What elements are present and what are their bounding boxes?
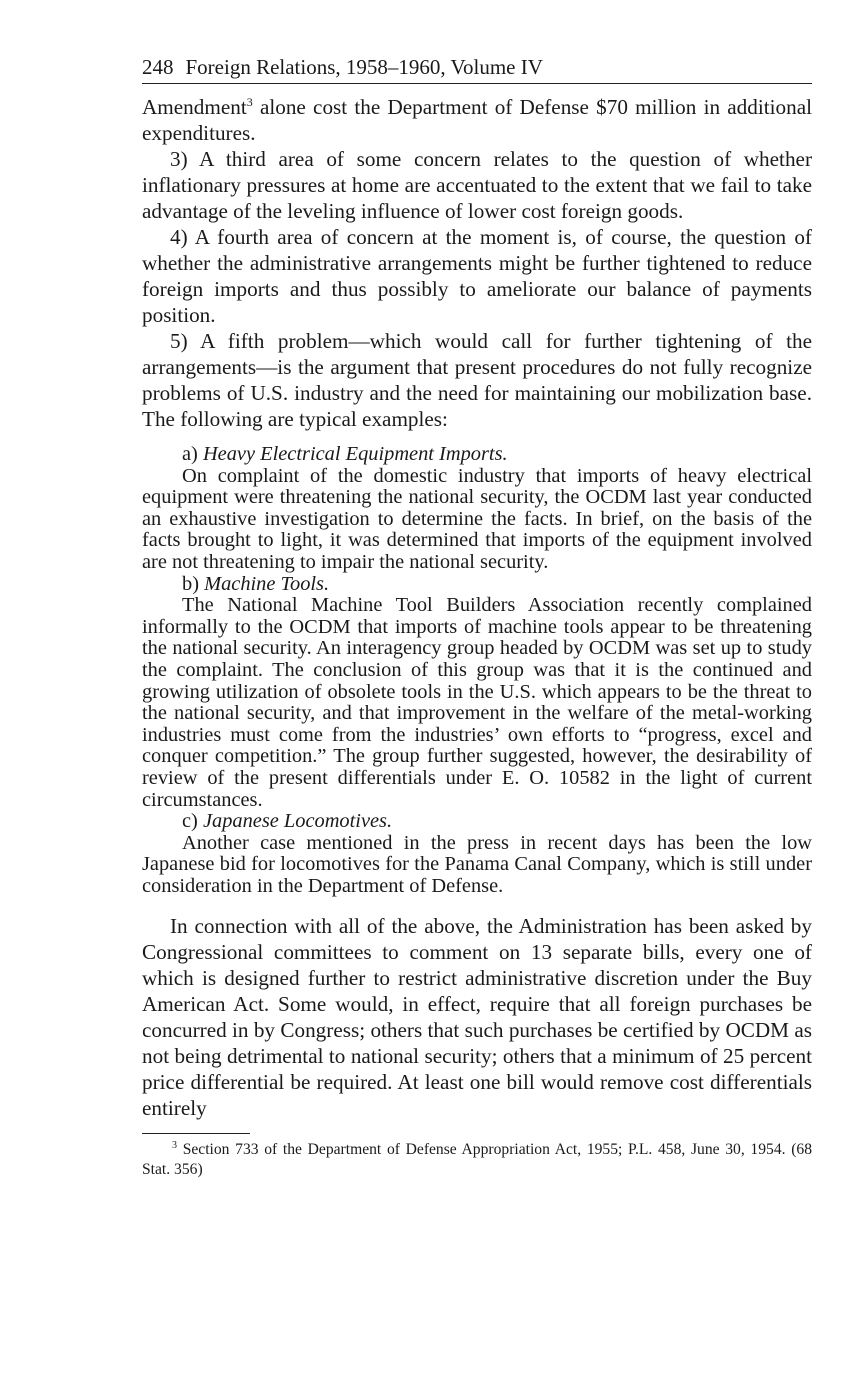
paragraph-fourth-area: 4) A fourth area of concern at the moment is, of course, the question of whether the administrative arrangements might be further tightened to reduce foreign imports and thus possibly to ameliorate our balance of payments position. [142,225,812,327]
footnote-marker: 3 [172,1140,177,1152]
document-page [142,52,812,1180]
paragraph-congressional-bills: In connection with all of the above, the Administration has been asked by Congressional committees to comment on 13 separate bills, every one of which is designed further to restrict administrative discretion under the Buy American Act. Some would, in effect, require that all foreign purchases be concurred in by Congress; others that such purchases be certified by OCDM as not being detrimental to national security; others that a minimum of 25 percent price differential be required. At least one bill would remove cost differentials entirely [142,914,812,1121]
example-text-a: On complaint of the domestic industry that imports of heavy electrical equipment were threatening the national security, the OCDM last year conducted an exhaustive investigation to determine the facts. In brief, on the basis of the facts brought to light, it was determined that imports of the equipment involved are not threatening to impair the national security. [142,464,812,573]
page-number: 248 [142,55,174,79]
running-header [142,52,812,84]
examples-block [142,444,812,897]
footnote-reference: 3 [246,94,253,109]
footnote-text: Section 733 of the Department of Defense Appropriation Act, 1955; P.L. 458, June 30, 1954. (68 Stat. 356) [142,1141,812,1179]
paragraph-amendment: Amendment$^3$ alone cost the Department of Defense $70 million in additional expenditures. [142,94,812,145]
paragraph-third-area: 3) A third area of some concern relates to the question of whether inflationary pressures at home are accentuated to the extent that we fail to take advantage of the leveling influence of lower cost foreign goods. [142,147,812,223]
closing-text [142,913,812,1121]
example-heading-a: a) Heavy Electrical Equipment Imports. [182,443,508,465]
volume-title: Foreign Relations, 1958–1960, Volume IV [185,55,543,79]
example-heading-c: c) Japanese Locomotives. [182,810,393,833]
paragraph-fifth-problem: 5) A fifth problem—which would call for further tightening of the arrangements—is the argument that present procedures do not fully recognize problems of U.S. industry and the need for maintaining our mobilization base. The following are typical examples: [142,329,812,431]
example-heading-b: b) Machine Tools. [182,572,330,595]
example-text-c: Another case mentioned in the press in recent days has been the low Japanese bid for locomotives for the Panama Canal Company, which is still under consideration in the Department of Defense. [142,831,812,897]
footnote-divider [142,1133,250,1134]
example-text-b: The National Machine Tool Builders Association recently complained informally to the OCDM that imports of machine tools appear to be threatening the national security. An interagency group headed by OCDM was set up to study the complaint. The conclusion of this group was that it is the continued and growing utilization of obsolete tools in the U.S. which appears to be the threat to the national security, and that improvement in the welfare of the metal-working industries must come from the industries’ own efforts to “progress, excel and conquer competition.” The group further suggested, however, the desirability of review of the present differentials under E. O. 10582 in the light of current circumstances. [142,594,812,811]
main-text [142,94,812,432]
footnote [142,1140,812,1180]
